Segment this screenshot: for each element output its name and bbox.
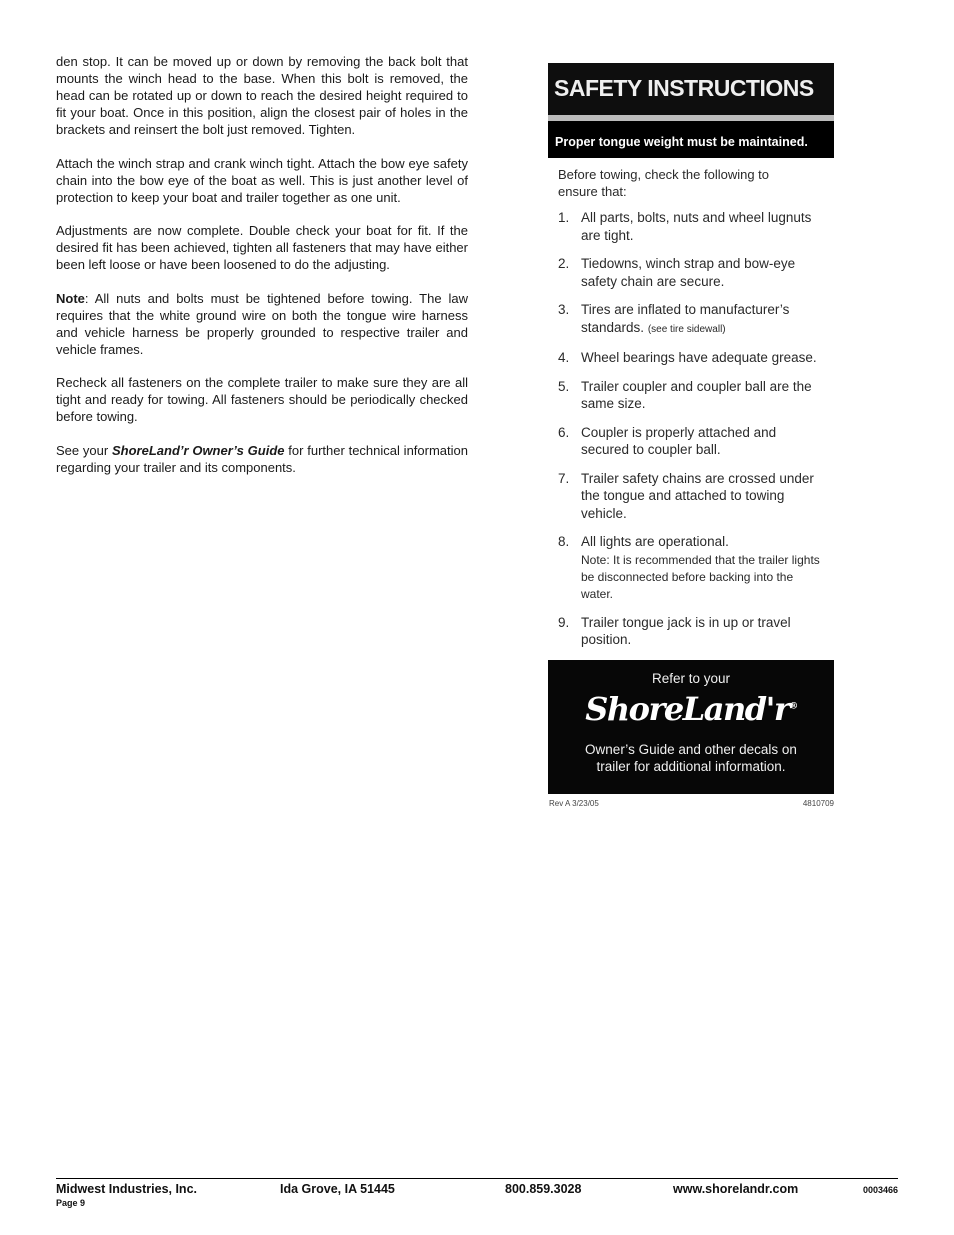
checklist-item-number: 5.: [558, 378, 570, 394]
checklist-item-text: Trailer coupler and coupler ball are the same size.: [581, 378, 812, 411]
checklist-item-number: 3.: [558, 302, 570, 317]
refer-text: Refer to your: [651, 670, 731, 686]
paragraph-owners-guide: [56, 442, 468, 476]
decal-body: [548, 158, 834, 649]
safety-instructions-decal: [548, 63, 834, 808]
checklist: [558, 209, 834, 649]
owners-guide-text: Owner’s Guide and other decals on trailer for additional information.: [585, 741, 797, 774]
decal-title: SAFETY INSTRUCTIONS: [554, 75, 814, 101]
checklist-item-note: Note: It is recommended that the trailer lights be disconnected before backing into the water.: [581, 552, 820, 601]
checklist-item-text: Trailer tongue jack is in up or travel position.: [581, 614, 791, 647]
checklist-item: [558, 424, 834, 459]
decal-banner: Proper tongue weight must be maintained.: [548, 115, 834, 158]
checklist-item-number: 9.: [558, 614, 570, 630]
decal-reference-box: [548, 660, 834, 794]
checklist-item-text: All lights are operational.: [581, 534, 729, 549]
paragraph-note: [56, 290, 468, 358]
checklist-item: [558, 301, 834, 338]
checklist-item: [558, 349, 834, 367]
paragraph-adjustments: Adjustments are now complete. Double check your boat for fit. If the desired fit has been achieved, tighten all fasteners that may have either been left loose or have been loosened to do the adjusting.: [56, 223, 468, 272]
checklist-item-number: 2.: [558, 256, 570, 271]
checklist-item-number: 1.: [558, 210, 570, 225]
checklist-item-text-block: [581, 614, 826, 649]
checklist-item-subtext: (see tire sidewall): [647, 323, 726, 335]
checklist-item: [558, 378, 834, 413]
checklist-item: [558, 533, 834, 603]
page-number: Page 9: [56, 1198, 86, 1208]
checklist-item-text-block: [581, 424, 826, 459]
paragraph-recheck: Recheck all fasteners on the complete trailer to make sure they are all tight and ready for towing. All fasteners should be periodically checked before towing.: [56, 375, 468, 424]
paragraph-winch-height: den stop. It can be moved up or down by removing the back bolt that mounts the winch head to the base. When this bolt is removed, the head can be rotated up or down to reach the desired height required to fit your boat. Once in this position, align the closest pair of holes in the brackets and reinsert the bolt just removed. Tighten.: [56, 54, 468, 137]
body-text-column: [56, 53, 468, 492]
checklist-item-number: 6.: [558, 424, 570, 440]
logo-wordmark: ShoreLand'r: [585, 689, 790, 728]
checklist-item-text-block: [581, 209, 826, 244]
checklist-item-number: 7.: [558, 470, 570, 486]
checklist-item-text-block: [581, 301, 826, 338]
checklist-item: [558, 209, 834, 244]
footer-city: Ida Grove, IA 51445: [280, 1182, 395, 1196]
footer-company: Midwest Industries, Inc.: [56, 1182, 197, 1196]
shorelandr-logo: [548, 690, 834, 728]
checklist-item-text: Wheel bearings have adequate grease.: [581, 350, 817, 365]
page-footer: [56, 1182, 898, 1212]
decal-header: [548, 63, 834, 158]
part-number: 4810709: [802, 798, 834, 808]
checklist-item: [558, 470, 834, 523]
checklist-item-text: Coupler is properly attached and secured to coupler ball.: [581, 424, 777, 457]
footer-doc-code: 0003466: [862, 1185, 898, 1195]
checklist-item-text: Tiedowns, winch strap and bow-eye safety chain are secure.: [581, 256, 796, 289]
guide-post-text: for further technical information regarding your trailer and its components.: [56, 442, 468, 475]
revision-label: Rev A 3/23/05: [549, 798, 599, 808]
checklist-item-text: All parts, bolts, nuts and wheel lugnuts are tight.: [581, 210, 812, 243]
guide-title: ShoreLand’r Owner’s Guide: [111, 442, 285, 458]
guide-pre-text: See your: [56, 442, 112, 458]
checklist-item: [558, 614, 834, 649]
paragraph-winch-strap: Attach the winch strap and crank winch tight. Attach the bow eye safety chain into the bow eye of the boat as well. This is just another level of protection to keep your boat and trailer together as one unit.: [56, 155, 468, 205]
checklist-item-number: 4.: [558, 350, 570, 365]
checklist-item-text-block: [581, 255, 826, 290]
note-text: : All nuts and bolts must be tightened before towing. The law requires that the white ground wire on both the tongue wire harness and vehicle harness be properly grounded to respective trailer and vehicle frames.: [56, 290, 468, 357]
footer-phone: 800.859.3028: [505, 1182, 582, 1196]
decal-intro: Before towing, check the following to ensure that:: [558, 167, 770, 199]
footer-website: www.shorelandr.com: [673, 1182, 799, 1196]
decal-revision-line: [548, 799, 834, 808]
checklist-item-text-block: [581, 533, 826, 603]
registered-mark: ®: [789, 700, 797, 711]
checklist-item-text: Tires are inflated to manufacturer’s standards.: [581, 302, 790, 335]
checklist-item-text: Trailer safety chains are crossed under the tongue and attached to towing vehicle.: [581, 470, 814, 521]
checklist-item-number: 8.: [558, 534, 570, 549]
footer-divider: [56, 1178, 898, 1179]
checklist-item-text-block: [581, 349, 826, 367]
checklist-item-text-block: [581, 378, 826, 413]
checklist-item-text-block: [581, 470, 826, 523]
checklist-item: [558, 255, 834, 290]
note-label: Note: [56, 290, 85, 306]
